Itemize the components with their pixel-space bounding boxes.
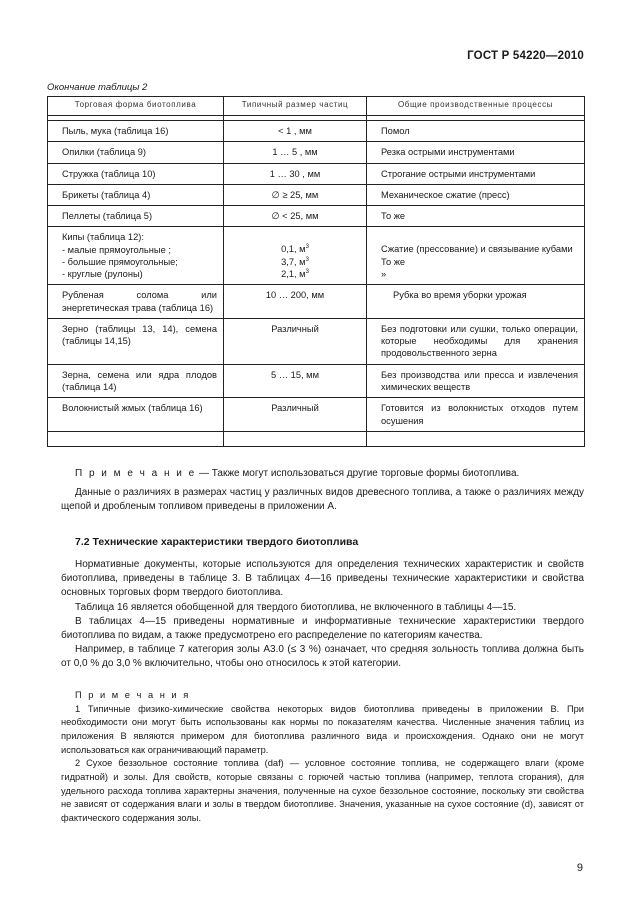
cell-line: То же <box>381 256 406 267</box>
table-row <box>48 163 585 184</box>
cell-line: - большие прямоугольные; <box>62 256 178 267</box>
document-header: ГОСТ Р 54220—2010 <box>467 50 584 62</box>
page-number: 9 <box>576 862 583 874</box>
cell-form: Волокнистый жмых (таблица 16) <box>48 398 224 432</box>
cell-line: - малые прямоугольные ; <box>62 244 171 255</box>
table-row <box>48 398 585 432</box>
section-heading: 7.2 Технические характеристики твердого биотоплива <box>75 536 359 548</box>
cell-form: Брикеты (таблица 4) <box>48 184 224 205</box>
cell-form: Пыль, мука (таблица 16) <box>48 121 224 142</box>
cell-form: Зерна, семена или ядра плодов (таблица 14) <box>48 364 224 398</box>
column-header-form: Торговая форма биотоплива <box>48 97 224 116</box>
cell-form: Рубленая солома или энергетическая трава (таблица 16) <box>48 285 224 319</box>
cell-size: < 1 , мм <box>224 121 367 142</box>
cell-process: Резка острыми инструментами <box>367 142 585 163</box>
body-paragraph: В таблицах 4—15 приведены нормативные и информативные технические характеристики твердого биотоплива по видам, а также предусмотрено его распределение по категориям качества. <box>61 615 584 641</box>
column-header-size: Типичный размер частиц <box>224 97 367 116</box>
cell-process: Механическое сжатие (пресс) <box>367 184 585 205</box>
cell-line: Сжатие (прессование) и связывание кубами <box>381 244 573 255</box>
unit-exponent: 3 <box>305 268 309 275</box>
table-note <box>61 467 584 481</box>
body-paragraph: Например, в таблице 7 категория золы A3.0 (≤ 3 %) означает, что средняя зольность топлива должна быть от 0,0 % до 3,0 % включительно, чтобы оно относилось к этой категории. <box>61 644 584 670</box>
note-item: 2 Сухое беззольное состояние топлива (daf) — условное состояние топлива, не содержащего влаги (кроме гидратной) и золы. Для свойств, которые связаны с горючей частью топлива (например, теплота сгорания), для удельного расхода топлива характерны значения, полученные на сухое беззольное состояние, поскольку эти свойства не зависят от содержания влаги и золы в твердом биотопливе. Значения, указанные на сухое состояние (d), зависят от фактического содержания золы. <box>61 758 584 823</box>
cell-line: Кипы (таблица 12): <box>62 232 144 243</box>
note-item: 1 Типичные физико-химические свойства некоторых видов биотоплива приведены в приложении В. При необходимости они могут быть использованы как нормы по показателям качества. Численные значения таблиц из приложения В являются примером для биотоплива различного вида и происхождения. Однако они не могут использоваться как ограничивающий параметр. <box>61 703 584 755</box>
table-row <box>48 285 585 319</box>
cell-process: Без подготовки или сушки, только операции, которые необходимы для хранения продовольственного зерна <box>367 318 585 364</box>
note-text: — Также могут использоваться другие торговые формы биотоплива. <box>196 468 520 479</box>
cell-form: Опилки (таблица 9) <box>48 142 224 163</box>
cell-line <box>228 256 362 268</box>
table-row <box>48 142 585 163</box>
column-header-process: Общие производственные процессы <box>367 97 585 116</box>
particle-size-table <box>47 96 585 447</box>
size-value: 2,1, м <box>281 268 306 279</box>
notes-block <box>61 689 584 826</box>
table-row <box>48 184 585 205</box>
table-header-row <box>48 97 585 116</box>
cell-process: Помол <box>367 121 585 142</box>
cell-line: - круглые (рулоны) <box>62 269 143 280</box>
table-row <box>48 121 585 142</box>
cell-size: 10 … 200, мм <box>224 285 367 319</box>
table-spacer-row <box>48 431 585 446</box>
section-body <box>61 558 584 672</box>
body-paragraph: Нормативные документы, которые используются для определения технических характеристик и свойств биотоплива, приведены в таблице 3. В таблицах 4—16 приведены технические характеристики и свойства основных торговых форм твердого биотоплива. <box>61 559 584 599</box>
particle-size-paragraph <box>61 486 584 514</box>
notes-label <box>61 689 584 703</box>
cell-form: Зерно (таблицы 13, 14), семена (таблицы 14,15) <box>48 318 224 364</box>
table-row <box>48 364 585 398</box>
cell-size <box>224 227 367 285</box>
cell-process: Рубка во время уборки урожая <box>367 285 585 319</box>
cell-process: Готовится из волокнистых отходов путем осушения <box>367 398 585 432</box>
table-row-bales <box>48 227 585 285</box>
cell-line <box>228 268 362 280</box>
notes-label-text: П р и м е ч а н и я <box>75 690 191 700</box>
body-paragraph: Таблица 16 является обобщенной для твердого биотоплива, не включенного в таблицы 4—15. <box>75 601 517 613</box>
table-row <box>48 318 585 364</box>
cell-process: То же <box>367 206 585 227</box>
cell-process: Без производства или пресса и извлечения химических веществ <box>367 364 585 398</box>
cell-line: » <box>381 268 387 279</box>
size-value: 3,7, м <box>281 256 306 267</box>
cell-form: Пеллеты (таблица 5) <box>48 206 224 227</box>
body-paragraph: Данные о различиях в размерах частиц у различных видов древесного топлива, а также о различиях между щепой и дробленым топливом приведены в приложении А. <box>61 487 584 513</box>
cell-size: 5 … 15, мм <box>224 364 367 398</box>
cell-size: Различный <box>224 318 367 364</box>
size-value: 0,1, м <box>281 244 306 255</box>
cell-form <box>48 227 224 285</box>
cell-size: 1 … 30 , мм <box>224 163 367 184</box>
cell-size: ∅ ≥ 25, мм <box>224 184 367 205</box>
table-caption: Окончание таблицы 2 <box>47 82 148 93</box>
cell-process <box>367 227 585 285</box>
cell-form: Стружка (таблица 10) <box>48 163 224 184</box>
cell-line <box>228 243 362 255</box>
cell-size: ∅ < 25, мм <box>224 206 367 227</box>
table-row <box>48 206 585 227</box>
note-paragraph <box>61 467 584 481</box>
unit-exponent: 3 <box>305 256 309 263</box>
note-label: П р и м е ч а н и е <box>75 468 197 479</box>
cell-size: Различный <box>224 398 367 432</box>
cell-size: 1 … 5 , мм <box>224 142 367 163</box>
cell-process: Строгание острыми инструментами <box>367 163 585 184</box>
unit-exponent: 3 <box>305 244 309 251</box>
